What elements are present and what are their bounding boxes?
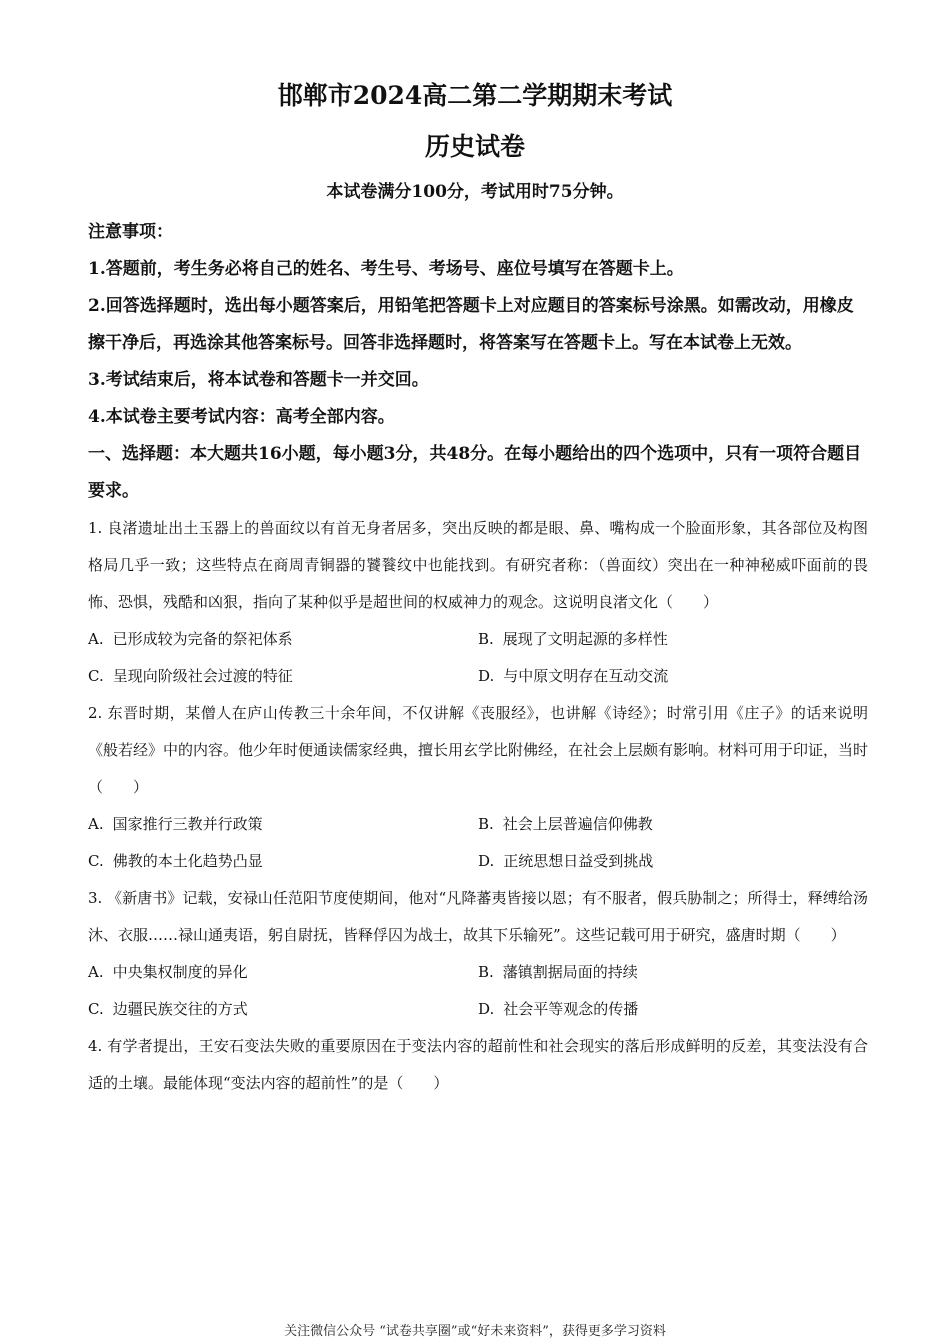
option-letter: D. [478,667,495,685]
option-d [478,658,868,695]
question-stem: 1. 良渚遗址出土玉器上的兽面纹以有首无身者居多，突出反映的都是眼、鼻、嘴构成一个脸面形象，其各部位及构图格局几乎一致；这些特点在商周青铜器的饕餮纹中也能找到。有研究者称：（兽面纹）突出在一种神秘威吓面前的畏怖、恐惧，残酷和凶狠，指向了某种似乎是超世间的权威神力的观念。这说明良渚文化（ ） [88,519,868,611]
option-d [478,991,868,1028]
option-a [88,806,478,843]
option-c [88,658,478,695]
question-options [88,621,868,695]
notice-heading: 注意事项： [88,222,173,242]
question-stem: 4. 有学者提出，王安石变法失败的重要原因在于变法内容的超前性和社会现实的落后形成鲜明的反差，其变法没有合适的土壤。最能体现“变法内容的超前性”的是（ ） [88,1037,868,1092]
option-text: 佛教的本土化趋势凸显 [112,852,263,870]
question-1 [88,510,868,695]
exam-subject: 历史试卷 [424,132,525,161]
notice-item: 1.答题前，考生务必将自己的姓名、考生号、考场号、座位号填写在答题卡上。 [88,259,684,279]
question-stem: 2. 东晋时期，某僧人在庐山传教三十余年间，不仅讲解《丧服经》，也讲解《诗经》；时常引用《庄子》的话来说明《般若经》中的内容。他少年时便通读儒家经典，擅长用玄学比附佛经，在社会上层颇有影响。材料可用于印证，当时（ ） [88,704,869,796]
option-d [478,843,868,880]
option-b [478,954,868,991]
section-heading: 一、选择题：本大题共16小题，每小题3分，共48分。在每小题给出的四个选项中，只有一项符合题目要求。 [88,444,862,501]
option-letter: D. [478,1000,495,1018]
option-text: 中央集权制度的异化 [112,963,248,981]
question-stem: 3. 《新唐书》记载，安禄山任范阳节度使期间，他对“凡降蕃夷皆接以恩；有不服者，假兵胁制之；所得士，释缚给汤沐、衣服……禄山通夷语，躬自尉抚，皆释俘囚为战士，故其下乐输死”。这些记载可用于研究，盛唐时期（ ） [88,889,868,944]
option-text: 展现了文明起源的多样性 [502,630,668,648]
option-a [88,954,478,991]
exam-info: 本试卷满分100分，考试用时75分钟。 [326,182,624,202]
option-text: 国家推行三教并行政策 [112,815,263,833]
question-3 [88,880,868,1028]
question-4 [88,1028,868,1102]
option-letter: C. [88,667,104,685]
option-letter: A. [88,630,104,648]
option-text: 社会上层普遍信仰佛教 [502,815,653,833]
option-c [88,991,478,1028]
option-a [88,621,478,658]
notice-item: 3.考试结束后，将本试卷和答题卡一并交回。 [88,370,429,390]
option-letter: A. [88,963,104,981]
option-letter: C. [88,852,104,870]
option-text: 正统思想日益受到挑战 [503,852,654,870]
option-letter: B. [478,630,494,648]
question-2 [88,695,868,880]
question-options [88,806,868,880]
option-letter: B. [478,815,494,833]
exam-title: 邯郸市2024高二第二学期期末考试 [277,81,673,110]
option-letter: A. [88,815,104,833]
option-text: 呈现向阶级社会过渡的特征 [112,667,293,685]
option-text: 藩镇割据局面的持续 [502,963,638,981]
exam-content [88,214,868,1102]
option-letter: C. [88,1000,104,1018]
option-c [88,843,478,880]
question-options [88,954,868,1028]
option-letter: B. [478,963,494,981]
option-text: 与中原文明存在互动交流 [503,667,669,685]
option-b [478,621,868,658]
option-letter: D. [478,852,495,870]
footer-note: 关注微信公众号 “试卷共享圈”或“好未来资料”，获得更多学习资料 [284,1324,666,1339]
notice-item: 4.本试卷主要考试内容：高考全部内容。 [88,407,395,427]
option-text: 已形成较为完备的祭祀体系 [112,630,293,648]
option-b [478,806,868,843]
option-text: 边疆民族交往的方式 [112,1000,248,1018]
notice-item: 2.回答选择题时，选出每小题答案后，用铅笔把答题卡上对应题目的答案标号涂黑。如需改动，用橡皮擦干净后，再选涂其他答案标号。回答非选择题时，将答案写在答题卡上。写在本试卷上无效。 [88,296,854,353]
option-text: 社会平等观念的传播 [503,1000,639,1018]
